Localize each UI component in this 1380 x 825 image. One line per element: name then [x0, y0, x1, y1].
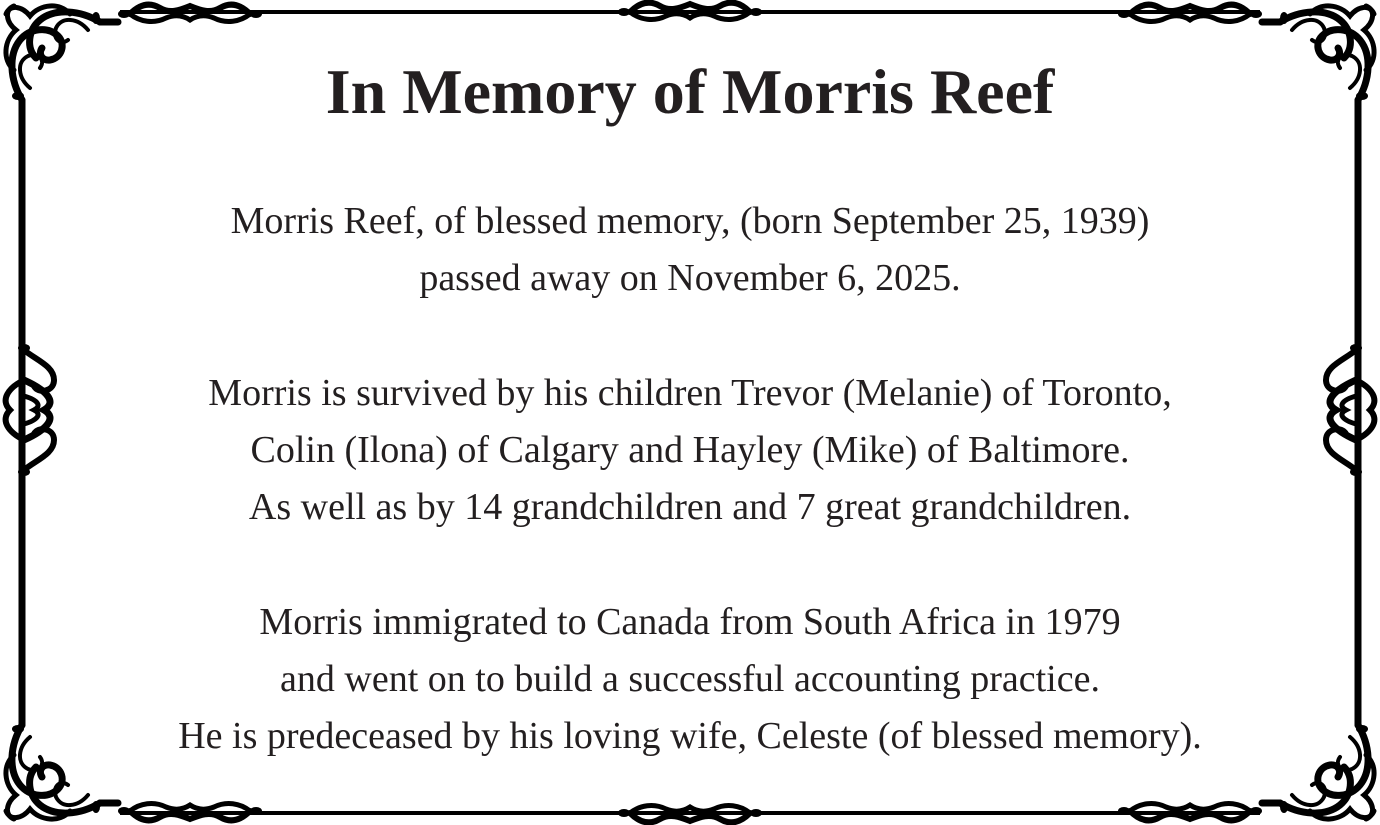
- paragraph-line: As well as by 14 grandchildren and 7 great grandchildren.: [248, 486, 1132, 528]
- top-ornament-center: [618, 3, 762, 20]
- paragraph-line: He is predeceased by his loving wife, Celeste (of blessed memory).: [178, 715, 1202, 757]
- paragraph-line: Morris is survived by his children Trevor (Melanie) of Toronto,: [208, 372, 1172, 414]
- bottom-ornament-left: [118, 804, 262, 821]
- birth-death-paragraph: [0, 193, 1380, 307]
- top-ornament-left: [118, 5, 262, 22]
- paragraph-line: and went on to build a successful accounting practice.: [280, 658, 1100, 700]
- biography-paragraph: [0, 594, 1380, 765]
- top-ornament-right: [1118, 5, 1262, 22]
- bottom-ornament-center: [618, 806, 762, 823]
- memorial-title: In Memory of Morris Reef: [325, 56, 1055, 127]
- paragraph-line: Morris immigrated to Canada from South Africa in 1979: [259, 601, 1121, 643]
- paragraph-line: Colin (Ilona) of Calgary and Hayley (Mike) of Baltimore.: [250, 429, 1130, 471]
- survivors-paragraph: [0, 365, 1380, 536]
- bottom-ornament-right: [1118, 804, 1262, 821]
- paragraph-line: Morris Reef, of blessed memory, (born September 25, 1939): [230, 200, 1150, 242]
- paragraph-line: passed away on November 6, 2025.: [419, 257, 961, 299]
